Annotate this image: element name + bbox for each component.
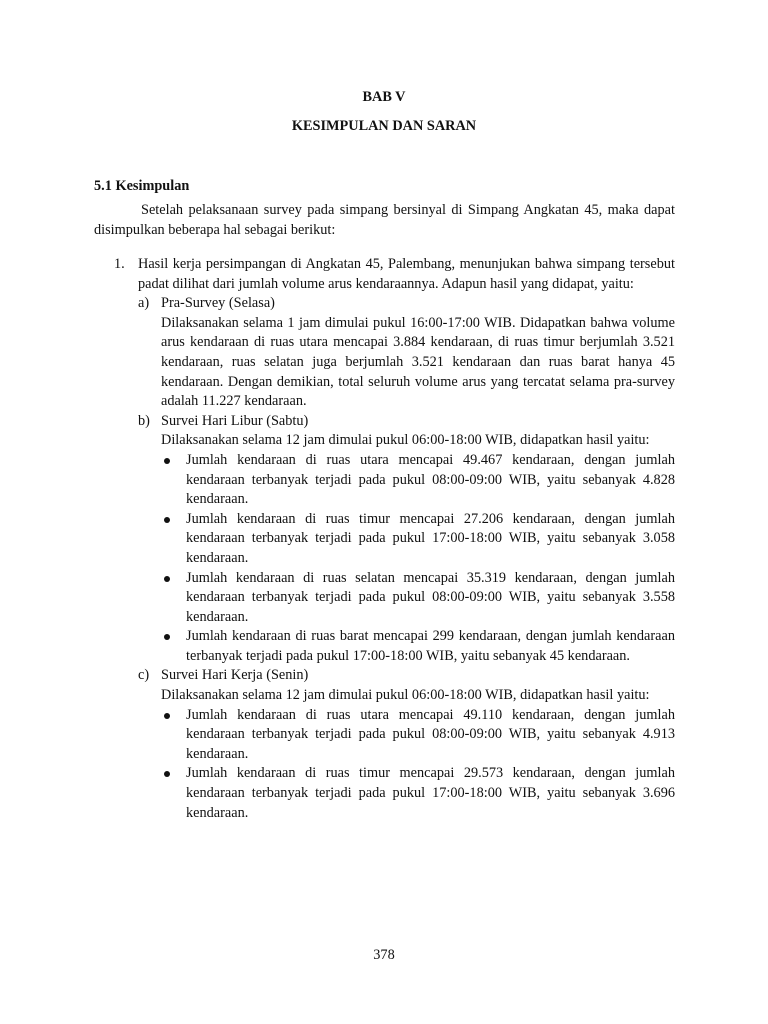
subitem-survei-hari-kerja bbox=[138, 666, 675, 823]
list-item bbox=[186, 510, 675, 569]
section-heading: 5.1 Kesimpulan bbox=[94, 178, 190, 194]
list-item bbox=[186, 627, 675, 666]
list-item-text: Jumlah kendaraan di ruas utara mencapai 49.110 kendaraan, dengan jumlah kendaraan terbanyak terjadi pada pukul 08:00-09:00 WIB, yaitu sebanyak 4.913 kendaraan. bbox=[186, 706, 675, 762]
bullet-icon bbox=[164, 458, 170, 464]
list-item-text: Jumlah kendaraan di ruas timur mencapai 29.573 kendaraan, dengan jumlah kendaraan terbanyak terjadi pada pukul 17:00-18:00 WIB, yaitu sebanyak 3.696 kendaraan. bbox=[186, 765, 675, 821]
chapter-number: BAB V bbox=[362, 89, 406, 105]
point-number: 1. bbox=[114, 256, 125, 272]
subitem-title: Survei Hari Libur (Sabtu) bbox=[161, 412, 309, 429]
list-item bbox=[186, 569, 675, 628]
subitem-marker: b) bbox=[138, 412, 150, 429]
list-item-text: Jumlah kendaraan di ruas utara mencapai 49.467 kendaraan, dengan jumlah kendaraan terbanyak terjadi pada pukul 08:00-09:00 WIB, yaitu sebanyak 4.828 kendaraan. bbox=[186, 451, 675, 508]
list-item-text: Jumlah kendaraan di ruas barat mencapai 299 kendaraan, dengan jumlah kendaraan terbanyak terjadi pada pukul 17:00-18:00 WIB, yaitu sebanyak 45 kendaraan. bbox=[186, 628, 675, 664]
list-item-text: Jumlah kendaraan di ruas timur mencapai 27.206 kendaraan, dengan jumlah kendaraan terbanyak terjadi pada pukul 17:00-18:00 WIB, yaitu sebanyak 3.058 kendaraan. bbox=[186, 510, 675, 566]
subitem-body: Dilaksanakan selama 1 jam dimulai pukul 16:00-17:00 WIB. Didapatkan bahwa volume arus kendaraan di ruas utara mencapai 3.884 kendaraan, di ruas timur berjumlah 3.521 kendaraan, ruas selatan juga berjumlah 3.521 kendaraan dan ruas barat hanya 45 kendaraan. Dengan demikian, total seluruh volume arus yang tercatat selama pra-survey adalah 11.227 kendaraan. bbox=[161, 314, 675, 410]
point-text: Hasil kerja persimpangan di Angkatan 45, Palembang, menunjukan bahwa simpang tersebut padat dilihat dari jumlah volume arus kendaraannya. Adapun hasil yang didapat, yaitu: bbox=[138, 256, 675, 292]
bullet-list bbox=[186, 451, 675, 667]
subitem-body: Dilaksanakan selama 12 jam dimulai pukul 06:00-18:00 WIB, didapatkan hasil yaitu: bbox=[161, 432, 650, 449]
subitem-pra-survey bbox=[138, 294, 675, 412]
subitem-marker: c) bbox=[138, 667, 150, 684]
bullet-icon bbox=[164, 576, 170, 582]
intro-paragraph: Setelah pelaksanaan survey pada simpang bersinyal di Simpang Angkatan 45, maka dapat disimpulkan beberapa hal sebagai berikut: bbox=[94, 202, 675, 238]
bullet-icon bbox=[164, 771, 170, 777]
list-item bbox=[186, 764, 675, 823]
chapter-title: KESIMPULAN DAN SARAN bbox=[291, 118, 477, 134]
bullet-icon bbox=[164, 713, 170, 719]
bullet-icon bbox=[164, 634, 170, 640]
subitem-marker: a) bbox=[138, 295, 150, 312]
bullet-icon bbox=[164, 517, 170, 523]
subitem-title: Pra-Survey (Selasa) bbox=[161, 295, 275, 312]
subitem-title: Survei Hari Kerja (Senin) bbox=[161, 667, 309, 684]
list-item bbox=[186, 451, 675, 510]
bullet-list bbox=[186, 706, 675, 824]
subitem-survei-hari-libur bbox=[138, 412, 675, 667]
subitem-body: Dilaksanakan selama 12 jam dimulai pukul 06:00-18:00 WIB, didapatkan hasil yaitu: bbox=[161, 687, 650, 704]
list-item-text: Jumlah kendaraan di ruas selatan mencapai 35.319 kendaraan, dengan jumlah kendaraan terbanyak terjadi pada pukul 08:00-09:00 WIB, yaitu sebanyak 3.558 kendaraan. bbox=[186, 569, 675, 625]
page-number: 378 bbox=[373, 947, 395, 963]
conclusion-point-1 bbox=[94, 255, 675, 823]
list-item bbox=[186, 706, 675, 765]
